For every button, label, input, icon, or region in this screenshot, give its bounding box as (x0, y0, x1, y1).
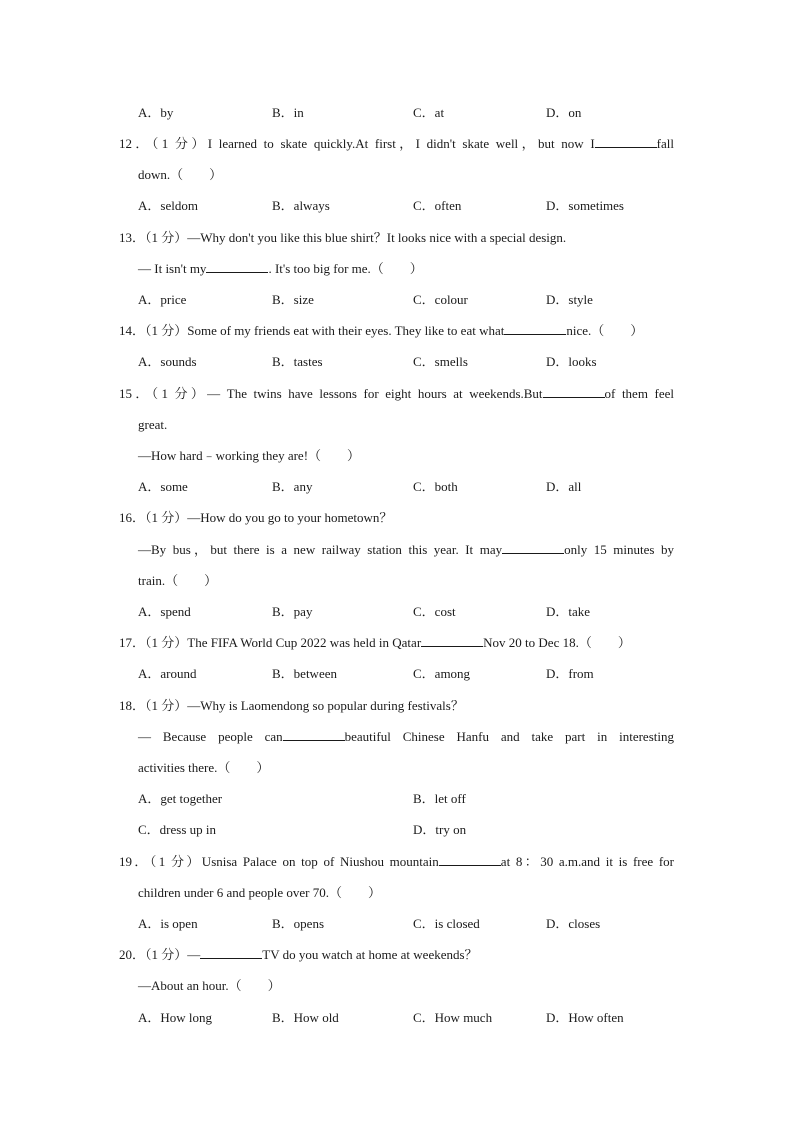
option-b[interactable]: B．any (272, 479, 313, 494)
option-b[interactable]: B．in (272, 105, 304, 120)
question-12-stem: 12．（1 分）I learned to skate quickly.At first，I didn't skate well，but now I fall (119, 136, 674, 151)
option-a[interactable]: A．by (138, 105, 174, 120)
question-13-reply: — It isn't my . It's too big for me.（ ） (138, 261, 423, 276)
question-20-stem: 20．（1 分）— TV do you watch at home at weekends？ (119, 947, 478, 962)
option-b[interactable]: B．between (272, 666, 337, 681)
option-a[interactable]: A．around (138, 666, 197, 681)
option-d[interactable]: D．closes (546, 916, 601, 931)
answer-blank (502, 540, 564, 554)
question-20-reply: —About an hour.（ ） (138, 978, 281, 993)
question-18-reply: — Because people can beautiful Chinese Hanfu and take part in interesting (138, 729, 674, 744)
answer-blank (200, 945, 262, 959)
option-d[interactable]: D．looks (546, 354, 597, 369)
option-a[interactable]: A．spend (138, 604, 191, 619)
option-d[interactable]: D．on (546, 105, 582, 120)
option-c[interactable]: C．is closed (413, 916, 480, 931)
option-d[interactable]: D．How often (546, 1010, 624, 1025)
option-d[interactable]: D．from (546, 666, 594, 681)
option-b[interactable]: B．How old (272, 1010, 339, 1025)
option-b[interactable]: B．pay (272, 604, 313, 619)
question-13-stem: 13．（1 分）—Why don't you like this blue shirt？It looks nice with a special design. (119, 230, 567, 245)
answer-blank (421, 633, 483, 647)
question-18-reply-cont: activities there.（ ） (138, 760, 270, 775)
option-d[interactable]: D．try on (413, 822, 467, 837)
option-b[interactable]: B．tastes (272, 354, 323, 369)
answer-blank (595, 134, 657, 148)
option-c[interactable]: C．cost (413, 604, 456, 619)
answer-blank (439, 852, 501, 866)
option-d[interactable]: D．sometimes (546, 198, 624, 213)
question-15-stem: 15．（1 分）— The twins have lessons for eight hours at weekends.But of them feel (119, 386, 674, 401)
option-a[interactable]: A．get together (138, 791, 223, 806)
answer-blank (206, 259, 268, 273)
answer-blank (283, 727, 345, 741)
option-d[interactable]: D．take (546, 604, 591, 619)
question-16-stem: 16．（1 分）—How do you go to your hometown？ (119, 510, 393, 525)
question-19-stem: 19．（1 分）Usnisa Palace on top of Niushou mountain at 8：30 a.m.and it is free for (119, 854, 674, 869)
option-b[interactable]: B．always (272, 198, 330, 213)
option-c[interactable]: C．smells (413, 354, 468, 369)
option-a[interactable]: A．some (138, 479, 188, 494)
option-c[interactable]: C．among (413, 666, 471, 681)
option-b[interactable]: B．let off (413, 791, 466, 806)
question-15-reply: —How hard﹣working they are!（ ） (138, 448, 361, 463)
question-17-stem: 17．（1 分）The FIFA World Cup 2022 was held in Qatar Nov 20 to Dec 18.（ ） (119, 635, 631, 650)
option-a[interactable]: A．sounds (138, 354, 197, 369)
option-c[interactable]: C．dress up in (138, 822, 217, 837)
question-16-reply: —By bus，but there is a new railway station this year. It may only 15 minutes by (138, 542, 675, 557)
answer-blank (543, 384, 605, 398)
option-a[interactable]: A．How long (138, 1010, 213, 1025)
question-19-stem-cont: children under 6 and people over 70.（ ） (138, 885, 381, 900)
question-14-stem: 14．（1 分）Some of my friends eat with their eyes. They like to eat what nice.（ ） (119, 323, 644, 338)
option-a[interactable]: A．is open (138, 916, 198, 931)
option-a[interactable]: A．seldom (138, 198, 198, 213)
question-18-stem: 18．（1 分）—Why is Laomendong so popular during festivals？ (119, 698, 464, 713)
option-c[interactable]: C．colour (413, 292, 468, 307)
option-c[interactable]: C．How much (413, 1010, 493, 1025)
option-c[interactable]: C．at (413, 105, 445, 120)
option-a[interactable]: A．price (138, 292, 187, 307)
option-b[interactable]: B．size (272, 292, 314, 307)
question-16-reply-cont: train.（ ） (138, 573, 218, 588)
option-d[interactable]: D．all (546, 479, 582, 494)
answer-blank (504, 321, 566, 335)
question-12-stem-cont: down.（ ） (138, 167, 223, 182)
question-15-stem-cont: great. (138, 417, 168, 432)
option-c[interactable]: C．often (413, 198, 462, 213)
option-b[interactable]: B．opens (272, 916, 325, 931)
option-d[interactable]: D．style (546, 292, 593, 307)
option-c[interactable]: C．both (413, 479, 458, 494)
